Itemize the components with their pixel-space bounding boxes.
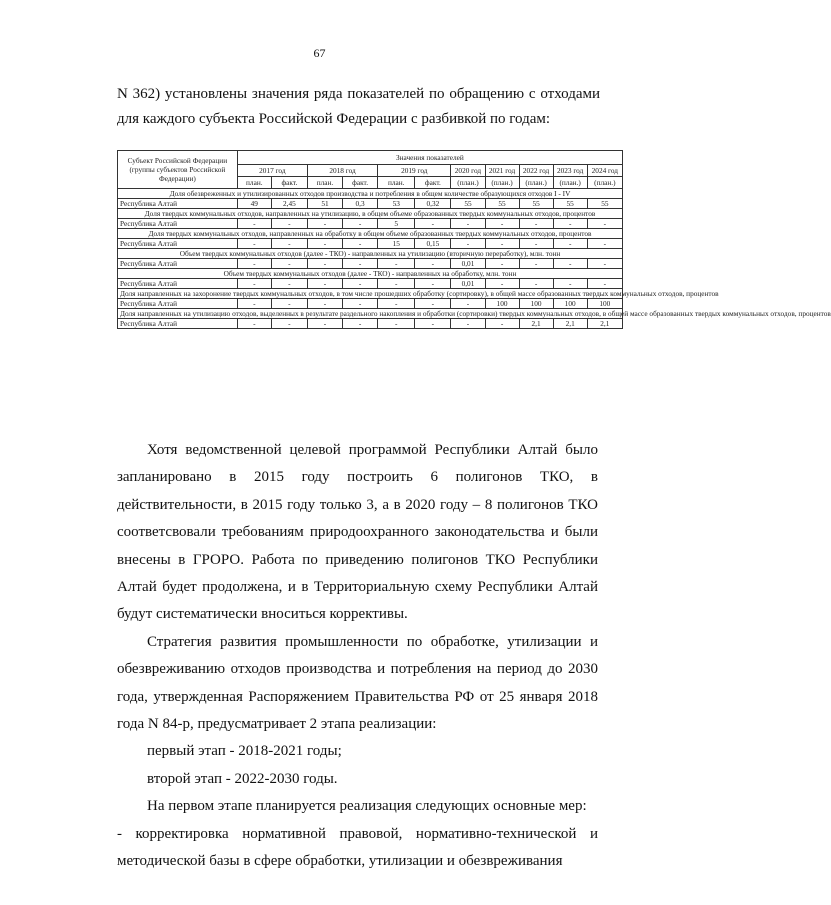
- value-cell: -: [485, 239, 519, 249]
- value-cell: -: [519, 219, 553, 229]
- value-cell: -: [485, 319, 519, 329]
- value-cell: -: [519, 259, 553, 269]
- value-cell: -: [271, 279, 307, 289]
- value-cell: -: [485, 219, 519, 229]
- value-cell: -: [307, 279, 342, 289]
- value-cell: 0,15: [415, 239, 451, 249]
- value-cell: 15: [378, 239, 415, 249]
- value-cell: 2,45: [271, 199, 307, 209]
- value-cell: -: [415, 259, 451, 269]
- paragraph: второй этап - 2022-2030 годы.: [147, 770, 338, 787]
- value-cell: -: [415, 299, 451, 309]
- value-cell: -: [553, 239, 587, 249]
- region-cell: Республика Алтай: [118, 259, 238, 269]
- year-header: 2017 год: [237, 165, 307, 177]
- value-cell: -: [343, 259, 378, 269]
- year-header: 2020 год: [451, 165, 485, 177]
- value-cell: -: [237, 319, 271, 329]
- value-cell: 100: [485, 299, 519, 309]
- value-cell: 2,1: [519, 319, 553, 329]
- value-cell: -: [451, 219, 485, 229]
- value-cell: 55: [553, 199, 587, 209]
- value-cell: -: [378, 319, 415, 329]
- value-cell: 55: [519, 199, 553, 209]
- value-cell: -: [378, 279, 415, 289]
- subject-header: Субъект Российской Федерации (группы субъектов Российской Федерации): [118, 151, 238, 189]
- sub-header: (план.): [451, 177, 485, 189]
- indicator-title: Доля твердых коммунальных отходов, направленных на обработку в общем объеме образованных твердых коммунальных отходов, процентов: [118, 229, 623, 239]
- value-cell: -: [485, 279, 519, 289]
- table-row: [118, 319, 623, 329]
- paragraph: На первом этапе планируется реализация следующих основные мер:: [147, 798, 587, 815]
- paragraph: Хотя ведомственной целевой программой Республики Алтай было запланировано в 2015 году построить 6 полигонов ТКО, в действительности, в 2015 году только 3, а в 2020 году – 8 полигонов ТКО соответсвовали требованиям природоохранного законодательства и были внесены в ГРОРО. Работа по приведению полигонов ТКО Республики Алтай будет продолжена, и в Территориальную схему Республики Алтай будут систематически вноситься коррективы.: [117, 442, 598, 623]
- region-cell: Республика Алтай: [118, 239, 238, 249]
- value-cell: -: [451, 319, 485, 329]
- indicator-title: Доля твердых коммунальных отходов, направленных на утилизацию, в общем объеме образованных твердых коммунальных отходов, процентов: [118, 209, 623, 219]
- region-cell: Республика Алтай: [118, 219, 238, 229]
- value-cell: -: [307, 299, 342, 309]
- indicator-title-row: [118, 249, 623, 259]
- value-cell: 0,32: [415, 199, 451, 209]
- sub-header: (план.): [587, 177, 622, 189]
- value-cell: -: [307, 239, 342, 249]
- sub-header: план.: [237, 177, 271, 189]
- indicator-title-row: [118, 189, 623, 199]
- region-cell: Республика Алтай: [118, 299, 238, 309]
- value-cell: -: [553, 219, 587, 229]
- value-cell: -: [343, 239, 378, 249]
- value-cell: -: [451, 239, 485, 249]
- value-cell: -: [415, 219, 451, 229]
- indicator-title: Доля направленных на утилизацию отходов, выделенных в результате раздельного накопления и обработки (сортировки) твердых коммунальных отходов, в общей массе образованных твердых коммунальных отходов, процентов: [118, 309, 623, 319]
- value-cell: -: [237, 299, 271, 309]
- value-cell: 100: [553, 299, 587, 309]
- value-cell: -: [485, 259, 519, 269]
- intro-paragraph: N 362) установлены значения ряда показателей по обращению с отходами для каждого субъекта Российской Федерации с разбивкой по годам:: [117, 86, 600, 127]
- region-cell: Республика Алтай: [118, 279, 238, 289]
- region-cell: Республика Алтай: [118, 319, 238, 329]
- indicators-table: [117, 150, 831, 329]
- indicators-body: [118, 189, 831, 329]
- year-header: 2024 год: [587, 165, 622, 177]
- value-cell: -: [415, 279, 451, 289]
- indicator-title-row: [118, 209, 623, 219]
- sub-header: план.: [378, 177, 415, 189]
- indicator-title: Доля обезвреженных и утилизированных отходов производства и потребления в общем количестве образующихся отходов I - IV: [118, 189, 623, 199]
- value-cell: 55: [485, 199, 519, 209]
- value-cell: -: [343, 319, 378, 329]
- value-cell: -: [237, 239, 271, 249]
- values-header: Значения показателей: [237, 151, 622, 165]
- value-cell: -: [519, 239, 553, 249]
- value-cell: -: [519, 279, 553, 289]
- indicator-title: Объем твердых коммунальных отходов (далее - ТКО) - направленных на обработку, млн. тонн: [118, 269, 623, 279]
- indicator-title: Доля направленных на захоронение твердых коммунальных отходов, в том числе прошедших обработку (сортировку), в общей массе образованных твердых коммунальных отходов, процентов: [118, 289, 623, 299]
- year-header: 2023 год: [553, 165, 587, 177]
- table-row: [118, 199, 623, 209]
- sub-header: (план.): [519, 177, 553, 189]
- table-row: [118, 239, 623, 249]
- value-cell: -: [553, 279, 587, 289]
- value-cell: -: [271, 319, 307, 329]
- year-header: 2019 год: [378, 165, 451, 177]
- value-cell: -: [271, 259, 307, 269]
- value-cell: 55: [451, 199, 485, 209]
- table-row: [118, 279, 623, 289]
- value-cell: -: [343, 299, 378, 309]
- value-cell: -: [553, 259, 587, 269]
- value-cell: 49: [237, 199, 271, 209]
- value-cell: -: [587, 219, 622, 229]
- value-cell: 53: [378, 199, 415, 209]
- value-cell: -: [271, 239, 307, 249]
- page-number: 67: [313, 46, 326, 60]
- value-cell: -: [271, 299, 307, 309]
- indicator-title-row: [118, 229, 623, 239]
- value-cell: -: [237, 219, 271, 229]
- value-cell: 2,1: [587, 319, 622, 329]
- sub-header: факт.: [415, 177, 451, 189]
- value-cell: -: [587, 259, 622, 269]
- paragraph: - корректировка нормативной правовой, нормативно-технической и методической базы в сфере обработки, утилизации и обезвреживания: [117, 825, 598, 870]
- value-cell: 51: [307, 199, 342, 209]
- table-row: [118, 259, 623, 269]
- value-cell: -: [587, 239, 622, 249]
- value-cell: -: [378, 299, 415, 309]
- paragraph: Стратегия развития промышленности по обработке, утилизации и обезвреживанию отходов производства и потребления на период до 2030 года, утвержденная Распоряжением Правительства РФ от 25 января 2018 года N 84-р, предусматривает 2 этапа реализации:: [117, 633, 598, 733]
- value-cell: -: [415, 319, 451, 329]
- value-cell: -: [307, 259, 342, 269]
- value-cell: 100: [519, 299, 553, 309]
- sub-header: план.: [307, 177, 342, 189]
- value-cell: -: [587, 279, 622, 289]
- year-header: 2022 год: [519, 165, 553, 177]
- table-row: [118, 299, 623, 309]
- sub-header: факт.: [343, 177, 378, 189]
- value-cell: -: [343, 219, 378, 229]
- indicator-title-row: [118, 309, 623, 319]
- sub-header: (план.): [553, 177, 587, 189]
- value-cell: 0,3: [343, 199, 378, 209]
- year-header: 2018 год: [307, 165, 377, 177]
- indicator-title: Объем твердых коммунальных отходов (далее - ТКО) - направленных на утилизацию (вторичную переработку), млн. тонн: [118, 249, 623, 259]
- value-cell: 55: [587, 199, 622, 209]
- table-row: [118, 219, 623, 229]
- value-cell: -: [271, 219, 307, 229]
- region-cell: Республика Алтай: [118, 199, 238, 209]
- value-cell: -: [307, 319, 342, 329]
- value-cell: -: [343, 279, 378, 289]
- year-header: 2021 год: [485, 165, 519, 177]
- indicator-title-row: [118, 289, 623, 299]
- value-cell: 100: [587, 299, 622, 309]
- value-cell: -: [378, 259, 415, 269]
- value-cell: -: [451, 299, 485, 309]
- paragraph: первый этап - 2018-2021 годы;: [147, 743, 342, 760]
- value-cell: 0,01: [451, 259, 485, 269]
- value-cell: -: [237, 279, 271, 289]
- indicator-title-row: [118, 269, 623, 279]
- value-cell: 5: [378, 219, 415, 229]
- sub-header: факт.: [271, 177, 307, 189]
- value-cell: -: [307, 219, 342, 229]
- sub-header: (план.): [485, 177, 519, 189]
- value-cell: -: [237, 259, 271, 269]
- body-text: [117, 437, 598, 876]
- value-cell: 0,01: [451, 279, 485, 289]
- value-cell: 2,1: [553, 319, 587, 329]
